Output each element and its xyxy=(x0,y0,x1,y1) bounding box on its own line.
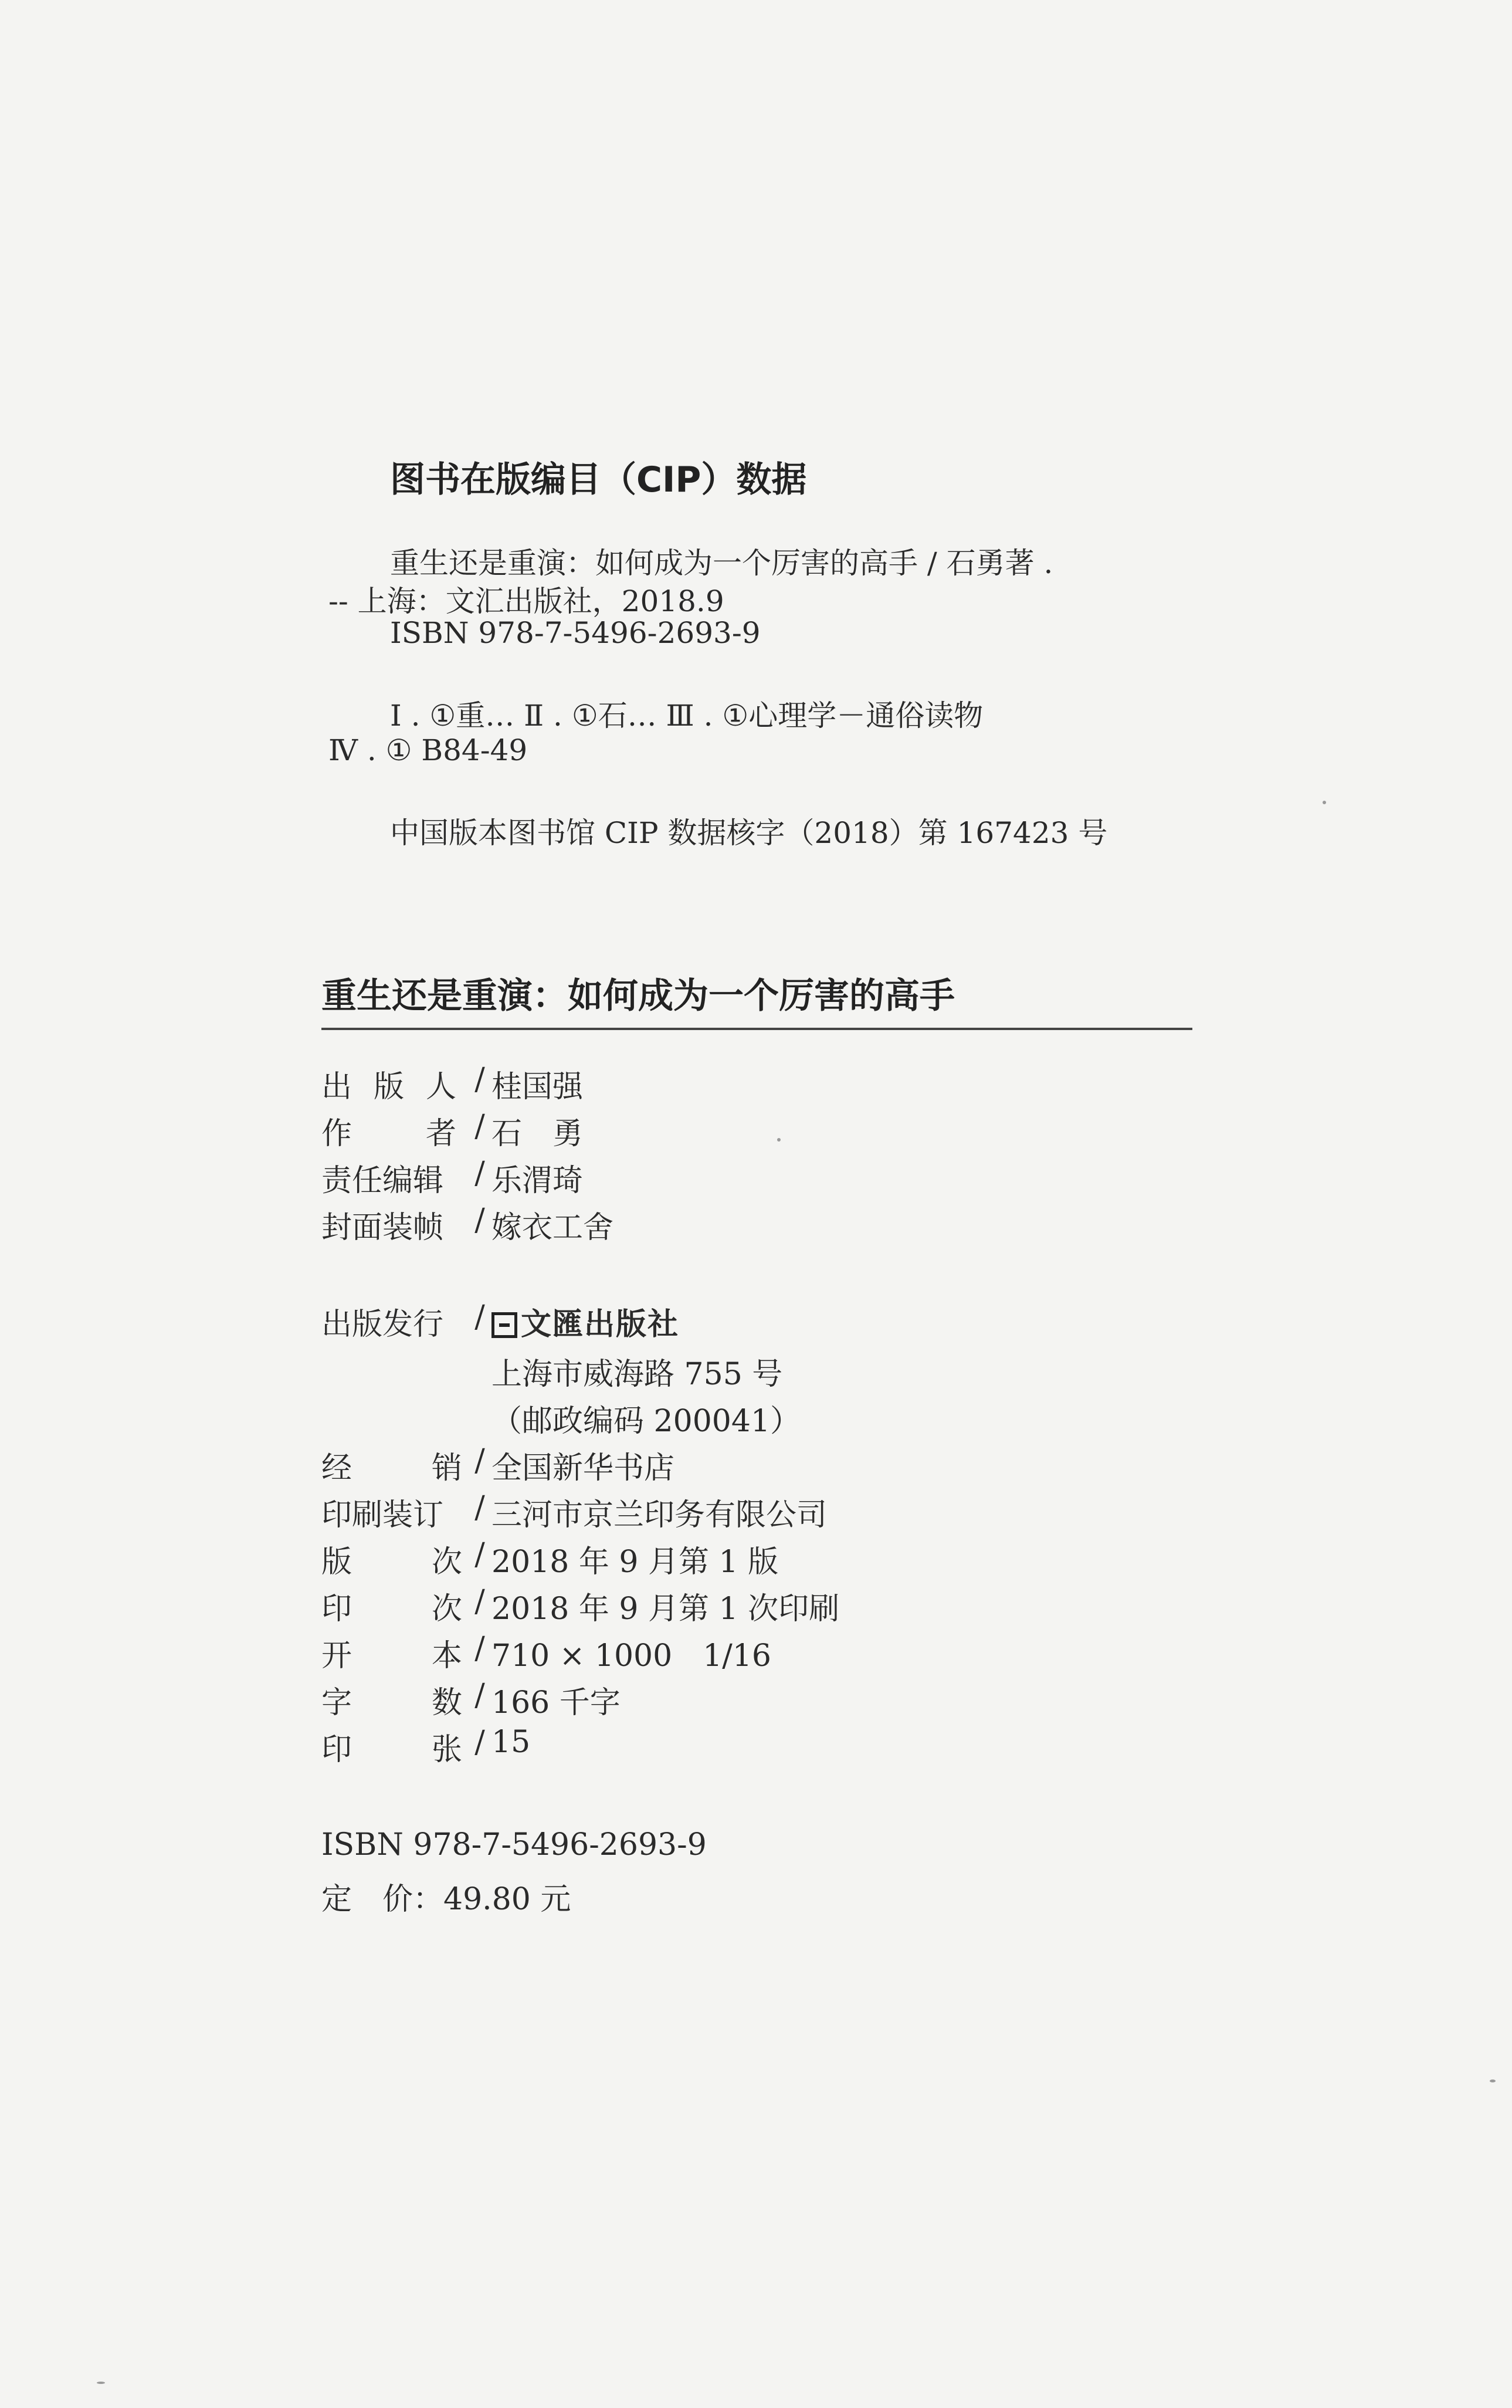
wordcount-value: 166 千字 xyxy=(491,1685,621,1721)
sheets-value: 15 xyxy=(491,1725,531,1760)
credit-value: 石 勇 xyxy=(491,1116,584,1151)
scan-speck xyxy=(1323,801,1326,804)
edition-value: 2018 年 9 月第 1 版 xyxy=(491,1545,779,1580)
wordcount-label: 字 数 xyxy=(321,1685,462,1721)
credit-label: 责任编辑 xyxy=(321,1163,444,1198)
publisher-postcode: （邮政编码 200041） xyxy=(491,1404,801,1439)
isbn-number: ISBN 978-7-5496-2693-9 xyxy=(321,1827,707,1862)
impression-value: 2018 年 9 月第 1 次印刷 xyxy=(491,1591,840,1627)
publisher-name: 文匯出版社 xyxy=(491,1299,679,1343)
scan-speck xyxy=(97,2382,105,2384)
credit-label: 出 版 人 xyxy=(321,1069,456,1105)
scan-speck xyxy=(777,1138,781,1142)
cip-record-number: 中国版本图书馆 CIP 数据核字（2018）第 167423 号 xyxy=(390,816,1108,850)
cip-classification-line: Ⅰ . ①重… Ⅱ . ①石… Ⅲ . ①心理学－通俗读物 xyxy=(390,699,984,733)
printer-label: 印刷装订 xyxy=(321,1498,444,1533)
cip-isbn-line: ISBN 978-7-5496-2693-9 xyxy=(390,616,761,650)
dealer-label: 经 销 xyxy=(321,1451,462,1486)
printer-value: 三河市京兰印务有限公司 xyxy=(491,1498,828,1533)
format-label: 开 本 xyxy=(321,1638,462,1674)
title-divider xyxy=(321,1028,1192,1030)
cip-title-line: 重生还是重演：如何成为一个厉害的高手 / 石勇著 . xyxy=(390,546,1053,580)
credit-value: 乐渭琦 xyxy=(491,1163,584,1198)
publisher-address: 上海市威海路 755 号 xyxy=(491,1357,783,1392)
sheets-label: 印 张 xyxy=(321,1732,462,1767)
cip-publisher-line: -- 上海：文汇出版社，2018.9 xyxy=(328,584,724,618)
distributor-label: 出版发行 xyxy=(321,1307,444,1342)
format-value: 710 × 1000 1/16 xyxy=(491,1638,771,1674)
edition-label: 版 次 xyxy=(321,1545,462,1580)
credit-label: 作 者 xyxy=(321,1116,456,1151)
book-title: 重生还是重演：如何成为一个厉害的高手 xyxy=(321,976,955,1017)
cip-classification-number: Ⅳ . ① B84-49 xyxy=(328,733,528,767)
credit-value: 嫁衣工舍 xyxy=(491,1210,614,1245)
publisher-logo-icon xyxy=(491,1312,517,1338)
credit-value: 桂国强 xyxy=(491,1069,584,1105)
impression-label: 印 次 xyxy=(321,1591,462,1627)
price: 定 价：49.80 元 xyxy=(321,1882,571,1917)
dealer-value: 全国新华书店 xyxy=(491,1451,675,1486)
scan-speck xyxy=(1490,2080,1496,2082)
credit-label: 封面装帧 xyxy=(321,1210,444,1245)
cip-heading: 图书在版编目（CIP）数据 xyxy=(390,459,807,500)
